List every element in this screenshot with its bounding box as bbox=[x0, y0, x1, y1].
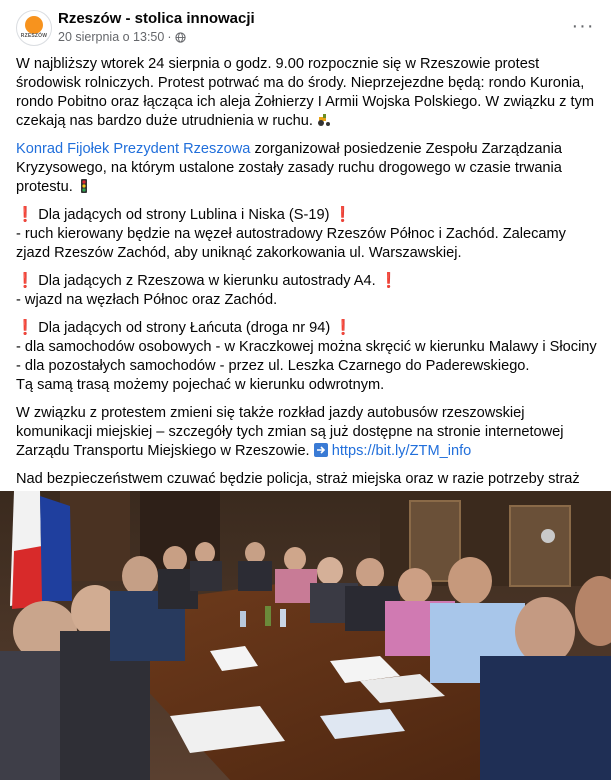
logo-icon bbox=[25, 16, 43, 34]
post-body bbox=[16, 55, 601, 564]
page-avatar[interactable] bbox=[16, 10, 52, 46]
post-photo[interactable] bbox=[0, 491, 611, 780]
page-name-link[interactable]: Rzeszów - stolica innowacji bbox=[58, 10, 255, 27]
post-header bbox=[0, 0, 611, 52]
section-heading: Dla jadących z Rzeszowa w kierunku autostrady A4. bbox=[38, 273, 376, 289]
ztm-link[interactable]: https://bit.ly/ZTM_info bbox=[331, 443, 472, 459]
paragraph-1: W najbliższy wtorek 24 sierpnia o godz. 9.00 rozpocznie się w Rzeszowie protest środowisk rolniczych. Protest potrwać ma do środy. Nieprzejezdne będą: rondo Kuronia, rondo Pobitno oraz łącząca ich aleja Żołnierzy I Armii Wojska Polskiego. W związku z tym czekają nas bardzo duże utrudnienia w ruchu. bbox=[16, 56, 595, 129]
exclamation-icon: ❗ bbox=[16, 207, 35, 223]
right-arrow-emoji bbox=[314, 443, 328, 457]
exclamation-icon: ❗ bbox=[379, 273, 398, 289]
mayor-page-link[interactable]: Konrad Fijołek Prezydent Rzeszowa bbox=[16, 141, 251, 157]
tractor-emoji bbox=[317, 113, 331, 127]
section-heading: Dla jadących od strony Łańcuta (droga nr 94) bbox=[38, 320, 331, 336]
section-heading: Dla jadących od strony Lublina i Niska (S-19) bbox=[38, 207, 330, 223]
meta-separator: · bbox=[167, 30, 172, 44]
paragraph-safety: Nad bezpieczeństwem czuwać będzie policja, straż miejska oraz w razie potrzeby straż bbox=[16, 470, 601, 527]
exclamation-icon: ❗ bbox=[16, 273, 35, 289]
meeting-room-photo bbox=[0, 491, 611, 780]
exclamation-icon: ❗ bbox=[334, 320, 353, 336]
exclamation-icon: ❗ bbox=[333, 207, 352, 223]
more-options-button[interactable] bbox=[569, 12, 597, 40]
section-lancut: ❗ Dla jadących od strony Łańcuta (droga nr 94) ❗ - dla samochodów osobowych - w Kraczkowej można skręcić w kierunku Malawy i Słociny - dla pozostałych samochodów - przez ul. Leszka Czarnego do Paderewskiego. Tą samą trasą możemy pojechać w kierunku odwrotnym. bbox=[16, 320, 597, 393]
exclamation-icon: ❗ bbox=[16, 320, 35, 336]
section-lublin: ❗ Dla jadących od strony Lublina i Niska (S-19) ❗ - ruch kierowany będzie na węzeł autostradowy Rzeszów Północ i Zachód. Zalecamy zjazd Rzeszów Zachód, aby uniknąć zakorkowania ul. Warszawskiej. bbox=[16, 207, 566, 261]
globe-icon[interactable] bbox=[175, 32, 186, 43]
post-meta bbox=[58, 30, 186, 44]
logo-text: RZESZÓW bbox=[20, 33, 48, 39]
post-date-link[interactable]: 20 sierpnia o 13:50 bbox=[58, 30, 165, 44]
paragraph-buses: W związku z protestem zmieni się także rozkład jazdy autobusów rzeszowskiej komunikacji miejskiej – szczegóły tych zmian są już dostępne na stronie internetowej Zarządu Transportu Miejskiego w Rzeszowie. https://bit.ly/ZTM_info bbox=[16, 405, 564, 459]
more-options-icon: ··· bbox=[571, 15, 595, 37]
paragraph-2: Konrad Fijołek Prezydent Rzeszowa zorganizował posiedzenie Zespołu Zarządzania Kryzysowego, na którym ustalone zostały zasady ruchu drogowego w czasie trwania protestu. bbox=[16, 141, 562, 195]
section-a4: ❗ Dla jadących z Rzeszowa w kierunku autostrady A4. ❗ - wjazd na węzłach Północ oraz Zachód. bbox=[16, 273, 398, 308]
traffic-light-emoji bbox=[77, 179, 91, 193]
